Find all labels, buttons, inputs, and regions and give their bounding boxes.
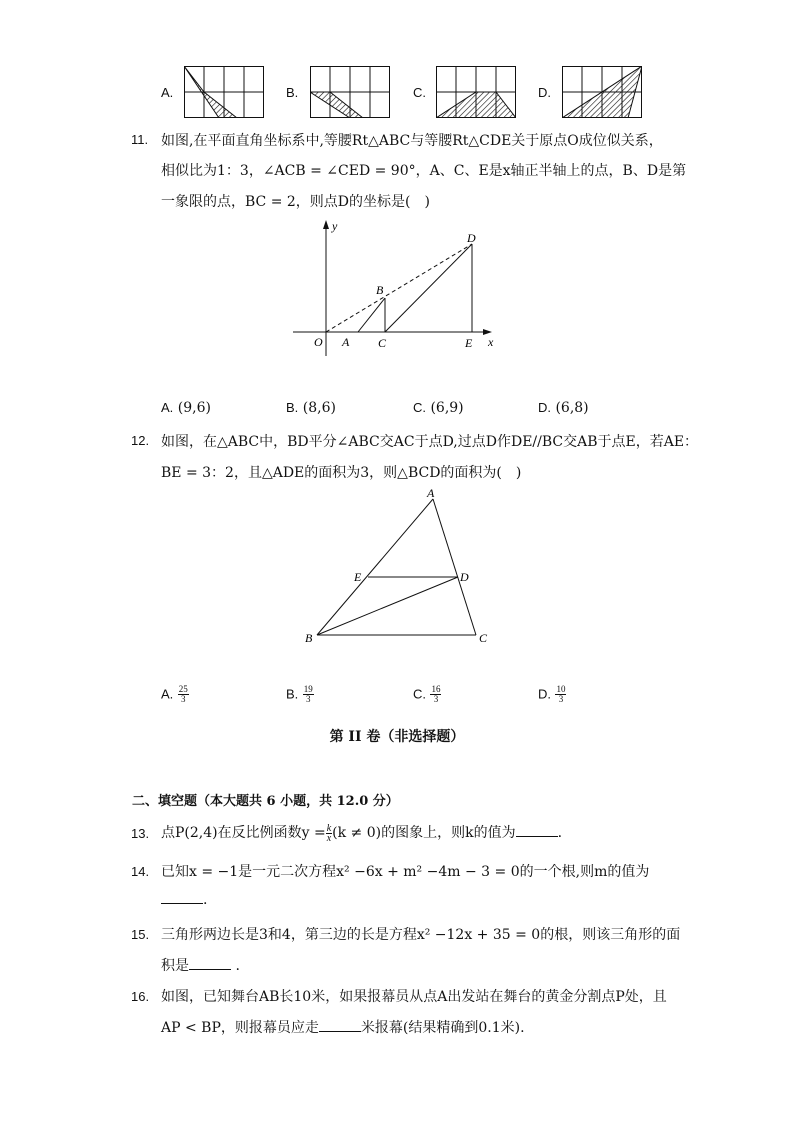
label-a: A (342, 335, 350, 349)
q12-text-line2: BE = 3：2，且△ADE的面积为3，则△BCD的面积为( ) (161, 465, 522, 481)
label-b: B (376, 283, 384, 297)
q15-text-line1: 三角形两边长是3和4，第三边的长是方程x² −12x + 35 = 0的根，则该三角形的面 (161, 927, 681, 943)
q13-number: 13. (131, 826, 150, 841)
q15-text-line2: 积是 . (161, 958, 240, 974)
q13-answer-blank[interactable] (516, 836, 558, 837)
q12-option-c[interactable]: C. $\frac{16}{3}$ (413, 684, 441, 704)
q11-option-d[interactable]: D. (6,8) (538, 400, 589, 416)
q10-option-b-figure[interactable] (310, 66, 390, 118)
q11-option-b[interactable]: B. (8,6) (286, 400, 336, 416)
segment-ac (433, 499, 476, 635)
y-axis-arrow-icon (323, 220, 329, 229)
q16-number: 16. (131, 989, 150, 1004)
q11-text-line1: 如图,在平面直角坐标系中,等腰Rt△ABC与等腰Rt△CDE关于原点O成位似关系， (161, 133, 663, 149)
q15-number: 15. (131, 927, 150, 942)
volume2-title: 第 II 卷（非选择题） (329, 729, 465, 745)
segment-bd (317, 577, 458, 635)
q10-option-c-label[interactable]: C. (413, 85, 426, 100)
q14-number: 14. (131, 864, 150, 879)
label-o: O (314, 335, 323, 349)
label-x: x (488, 335, 494, 349)
q10-option-d-label[interactable]: D. (538, 85, 551, 100)
q11-coordinate-figure (288, 216, 503, 361)
label-d: D (460, 570, 469, 584)
label-c: C (479, 631, 488, 645)
q14-text-line2: . (161, 892, 207, 908)
label-e: E (465, 336, 473, 350)
q11-option-a[interactable]: A. (9,6) (161, 400, 211, 416)
label-a: A (427, 486, 435, 500)
q10-option-b-label[interactable]: B. (286, 85, 299, 100)
q16-text-line2: AP < BP，则报幕员应走 米报幕(结果精确到0.1米). (161, 1020, 525, 1036)
label-y: y (332, 219, 338, 233)
dashed-line-od (326, 244, 472, 332)
q12-text-line1: 如图，在△ABC中，BD平分∠ABC交AC于点D,过点D作DE//BC交AB于点E，若AE： (161, 434, 699, 450)
q11-number: 11. (131, 132, 149, 147)
q13-text: 点P(2,4)在反比例函数y = $\frac{k}{x}$ (k ≠ 0)的图象上，则k的值为 . (161, 822, 563, 844)
q11-text-line3: 一象限的点，BC = 2，则点D的坐标是( ) (161, 194, 430, 210)
q10-option-d-figure[interactable] (562, 66, 642, 118)
q12-triangle-figure (298, 485, 498, 650)
q11-option-c[interactable]: C. (6,9) (413, 400, 464, 416)
q16-answer-blank[interactable] (319, 1031, 361, 1032)
q10-option-a-figure[interactable] (184, 66, 264, 118)
q10-option-a-label[interactable]: A. (161, 85, 174, 100)
section2-title: 二、填空题（本大题共 6 小题，共 12.0 分） (132, 794, 399, 809)
label-d: D (467, 231, 476, 245)
q15-answer-blank[interactable] (189, 969, 231, 970)
q10-option-c-figure[interactable] (436, 66, 516, 118)
label-e: E (354, 570, 362, 584)
q14-text-line1: 已知x = −1是一元二次方程x² −6x + m² −4m − 3 = 0的一个根,则m的值为 (161, 864, 650, 880)
segment-ab (358, 298, 385, 332)
label-b: B (305, 631, 313, 645)
q12-option-d[interactable]: D. $\frac{10}{3}$ (538, 684, 566, 704)
q12-option-b[interactable]: B. $\frac{19}{3}$ (286, 684, 313, 704)
q11-text-line2: 相似比为1：3，∠ACB = ∠CED = 90°，A、C、E是x轴正半轴上的点，B、D是第 (161, 163, 687, 179)
segment-ab (317, 499, 433, 635)
q12-number: 12. (131, 433, 150, 448)
label-c: C (378, 336, 387, 350)
q12-option-a[interactable]: A. $\frac{25}{3}$ (161, 684, 188, 704)
q16-text-line1: 如图，已知舞台AB长10米，如果报幕员从点A出发站在舞台的黄金分割点P处，且 (161, 989, 667, 1005)
q14-answer-blank[interactable] (161, 903, 203, 904)
